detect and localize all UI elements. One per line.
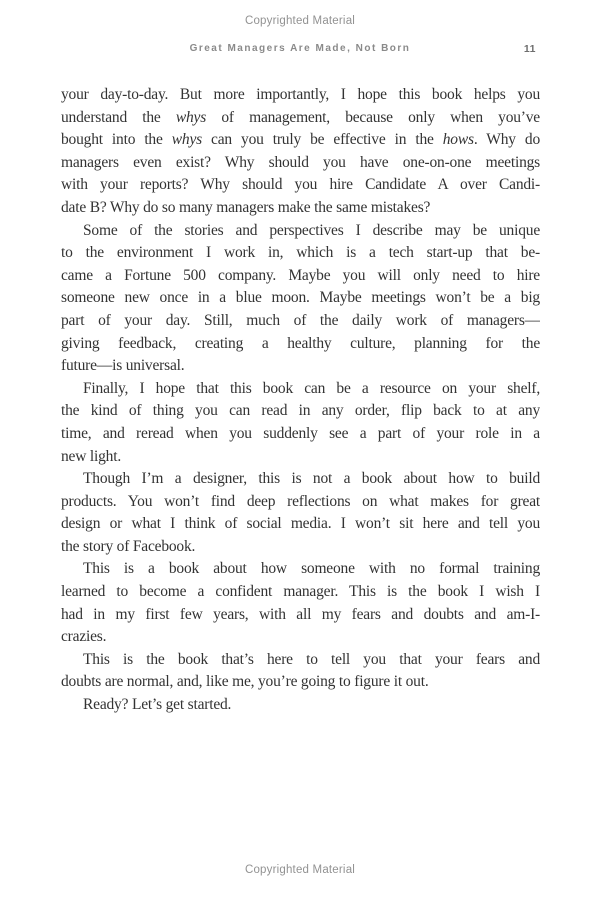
text-line: Though I’m a designer, this is not a book about how to build: [83, 470, 540, 488]
text-line: bought into the whys can you truly be effective in the hows. Why do: [61, 131, 540, 149]
text-line: had in my first few years, with all my fears and doubts and am-I-: [61, 605, 540, 623]
text-line: This is the book that’s here to tell you that your fears and: [83, 650, 540, 668]
paragraph: [61, 558, 540, 648]
text-line: learned to become a confident manager. This is the book I wish I: [61, 583, 540, 601]
text-line: Ready? Let’s get started.: [83, 696, 232, 714]
text-line: This is a book about how someone with no formal training: [83, 560, 540, 578]
text-line: understand the whys of management, because only when you’ve: [61, 108, 540, 126]
paragraph: [61, 694, 540, 717]
text-line: products. You won’t find deep reflections on what makes for great: [61, 492, 540, 510]
paragraph: [61, 649, 540, 694]
copyright-notice-top: Copyrighted Material: [244, 15, 356, 27]
text-line: doubts are normal, and, like me, you’re going to figure it out.: [61, 673, 429, 691]
paragraph: [61, 378, 540, 468]
text-line: Some of the stories and perspectives I describe may be unique: [83, 221, 540, 239]
text-line: design or what I think of social media. I won’t sit here and tell you: [61, 515, 540, 533]
text-line: giving feedback, creating a healthy culture, planning for the: [61, 334, 540, 352]
text-line: your day-to-day. But more importantly, I hope this book helps you: [61, 86, 540, 103]
text-line: came a Fortune 500 company. Maybe you will only need to hire: [61, 266, 540, 284]
paragraph: [61, 84, 540, 220]
copyright-notice-bottom: Copyrighted Material: [244, 864, 356, 876]
running-head: Great Managers Are Made, Not Born: [189, 43, 411, 54]
text-line: part of your day. Still, much of the daily work of managers—: [61, 311, 540, 329]
body-text: [61, 84, 540, 717]
paragraph: [61, 468, 540, 558]
text-line: managers even exist? Why should you have one-on-one meetings: [61, 153, 540, 171]
text-line: someone new once in a blue moon. Maybe meetings won’t be a big: [61, 289, 540, 307]
text-line: time, and reread when you suddenly see a part of your role in a: [61, 424, 540, 442]
text-line: future—is universal.: [61, 357, 185, 375]
text-line: to the environment I work in, which is a tech start-up that be-: [61, 244, 540, 262]
text-line: the story of Facebook.: [61, 537, 196, 555]
text-line: crazies.: [61, 628, 107, 646]
text-line: the kind of thing you can read in any order, flip back to at any: [61, 402, 540, 420]
text-line: date B? Why do so many managers make the same mistakes?: [61, 198, 431, 216]
text-line: new light.: [61, 447, 121, 465]
text-line: with your reports? Why should you hire Candidate A over Candi-: [61, 176, 540, 194]
paragraph: [61, 220, 540, 378]
text-line: Finally, I hope that this book can be a resource on your shelf,: [83, 379, 540, 397]
page-number: 11: [523, 43, 536, 55]
